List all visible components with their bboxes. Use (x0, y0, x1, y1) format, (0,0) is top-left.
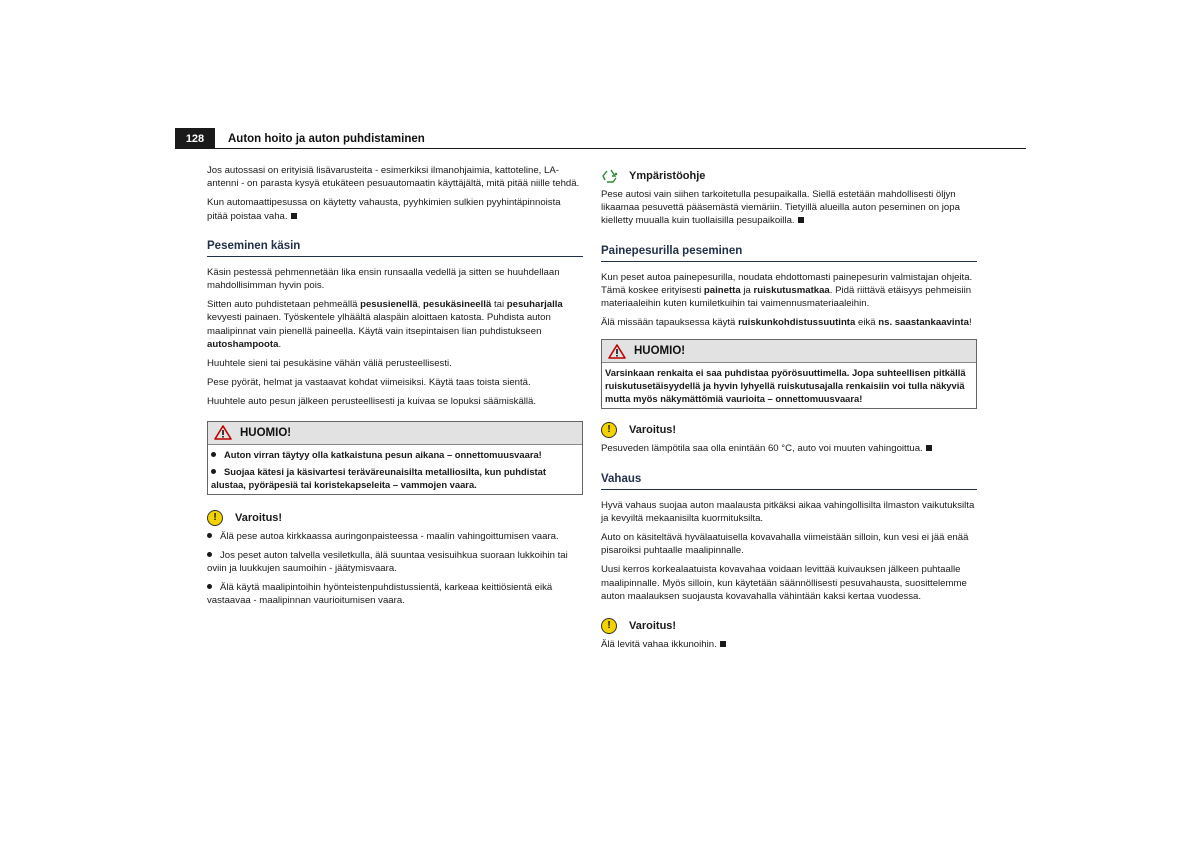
page-header (175, 128, 1026, 149)
right-column (601, 164, 977, 657)
end-mark-icon (926, 445, 932, 451)
section-title-hand-wash: Peseminen käsin (207, 239, 583, 257)
text-run: tai (491, 299, 507, 311)
warning-item-text: Auton virran täytyy olla katkaistuna pesun aikana – onnettomuusvaara! (224, 448, 542, 460)
text-run: Älä missään tapauksessa käytä (601, 317, 739, 329)
bold-term: ruiskutusmatkaa (753, 284, 830, 296)
text-run: , (417, 299, 424, 311)
text-run: Sitten auto puhdistetaan pehmeällä (207, 299, 361, 311)
hand-wash-paragraph-2 (207, 298, 583, 351)
text-run: eikä (855, 317, 879, 329)
warning-body (602, 363, 976, 408)
caution-text-body: Älä levitä vahaa ikkunoihin. (601, 639, 717, 651)
warning-title: HUOMIO! (634, 345, 686, 358)
page-number: 128 (175, 128, 215, 149)
warning-triangle-icon (214, 425, 232, 440)
intro-paragraph-1: Jos autossasi on erityisiä lisävarusteita - esimerkiksi ilmanohjaimia, kattoteline, LA-antenni - on parasta kysyä etukäteen pesuautomaatin käyttäjältä, mitä pitää niille tehdä. (207, 165, 580, 190)
bold-term: pesusienellä (360, 299, 418, 311)
warning-triangle-icon (608, 344, 626, 359)
text-run: kevyesti painaen. Työskentele ylhäältä alaspäin aloittaen katosta. Puhdista auton maalipinnat vain pienellä paineella. Käytä vain itsepintaisen lian puhdistukseen (207, 312, 551, 337)
bullet-icon (211, 469, 216, 474)
intro-paragraph-2 (207, 196, 583, 222)
caution-item (207, 530, 583, 543)
bold-term: ns. saastankaavinta (878, 317, 969, 329)
warning-body (208, 445, 582, 494)
warning-item (211, 465, 579, 491)
section-title-pressure-washer: Painepesurilla peseminen (601, 244, 977, 262)
warning-text: Varsinkaan renkaita ei saa puhdistaa pyörösuuttimella. Jopa suhteellisen pitkällä ruiskutusetäisyydellä ja hyvin lyhyellä ruiskutusajalla renkaisiin voi tulla näkyviä mutta myös näkymättömiä vaurioita – onnettomuusvaara! (605, 367, 966, 405)
pressure-paragraph-2 (601, 316, 977, 329)
caution-exclamation-icon: ! (601, 618, 617, 634)
text-run: . (278, 338, 282, 350)
caution-item-text: Älä käytä maalipintoihin hyönteistenpuhdistussientä, karkeaa keittiösientä eikä vastaavaa - maalipinnan vaurioitumisen vaara. (207, 582, 553, 607)
caution-title: Varoitus! (235, 511, 283, 524)
bullet-icon (207, 552, 212, 557)
bullet-icon (207, 533, 212, 538)
caution-item-text: Älä pese autoa kirkkaassa auringonpaisteessa - maalin vahingoittumisen vaara. (220, 530, 559, 542)
text-run: Kun peset autoa painepesurilla, noudata ehdottomasti painepesurin valmistajan ohjeita. Tämä koskee erityisesti (601, 271, 973, 296)
caution-header (601, 617, 977, 635)
bullet-icon (211, 452, 216, 457)
caution-item (207, 581, 583, 607)
bold-term: autoshampoota (207, 338, 279, 350)
caution-text (601, 442, 977, 455)
text-run: . Pidä riittävä etäisyys pehmeisiin materiaaleihin kuten kumiletkuihin tai vaimennusmateriaaleihin. (601, 284, 972, 310)
header-rule (175, 148, 1026, 149)
caution-header (207, 509, 583, 527)
caution-exclamation-icon: ! (207, 510, 223, 526)
chapter-title: Auton hoito ja auton puhdistaminen (228, 133, 425, 145)
environment-header (601, 168, 977, 184)
hand-wash-paragraph-4: Pese pyörät, helmat ja vastaavat kohdat viimeisiksi. Käytä taas toista sientä. (207, 377, 531, 389)
warning-header (602, 340, 976, 363)
hand-wash-paragraph-1: Käsin pestessä pehmennetään lika ensin runsaalla vedellä ja sitten se huuhdellaan mahdollisimman hyvin pois. (207, 266, 560, 292)
warning-title: HUOMIO! (240, 426, 292, 439)
bold-term: ruiskunkohdistussuutinta (738, 317, 856, 329)
caution-exclamation-icon: ! (601, 422, 617, 438)
text-run: ja (740, 284, 754, 296)
end-mark-icon (291, 213, 297, 219)
environment-title: Ympäristöohje (629, 170, 706, 182)
warning-header (208, 422, 582, 445)
recycle-environment-icon (601, 168, 621, 184)
wax-paragraph-3: Uusi kerros korkealaatuista kovavahaa voidaan levittää kuivauksen jälkeen puhtaalle maalipinnalle. Myös silloin, kun käytetään säännöllisesti pesuvahausta, suosittelemme auton maalauksen suojausta kovavahalla vähintään kaksi kertaa vuodessa. (601, 564, 967, 602)
caution-header (601, 421, 977, 439)
warning-item-text: Suojaa kätesi ja käsivartesi teräväreunaisilta metalliosilta, kun puhdistat alustaa, pyöräpesiä tai koristekapseleita – vammojen vaara. (211, 465, 547, 490)
section-title-waxing: Vahaus (601, 472, 977, 490)
bullet-icon (207, 584, 212, 589)
text-run: ! (968, 317, 972, 329)
warning-box (601, 339, 977, 409)
warning-box (207, 421, 583, 495)
hand-wash-paragraph-5: Huuhtele auto pesun jälkeen perusteellisesti ja kuivaa se lopuksi säämiskällä. (207, 396, 537, 408)
end-mark-icon (720, 641, 726, 647)
intro-paragraph-2-text: Kun automaattipesussa on käytetty vahausta, pyyhkimien sulkien pyyhintäpinnoista pitää poistaa vaha. (207, 197, 561, 222)
caution-title: Varoitus! (629, 620, 677, 633)
caution-item (207, 549, 583, 575)
pressure-paragraph-1 (601, 271, 977, 311)
bold-term: pesukäsineellä (423, 299, 492, 311)
left-column (207, 164, 583, 614)
wax-paragraph-1: Hyvä vahaus suojaa auton maalausta pitkäksi aikaa vahingollisilta ilmaston vaikutuksilta ja kevyiltä mekaanisilta kuormituksilta. (601, 499, 975, 524)
hand-wash-paragraph-3: Huuhtele sieni tai pesukäsine vähän väliä perusteellisesti. (207, 358, 452, 370)
caution-title: Varoitus! (629, 424, 677, 437)
environment-text-body: Pese autosi vain siihen tarkoitetulla pesupaikalla. Siellä estetään mahdollisesti öljyn likaamaa pesuvettä pääsemästä viemäriin. Tietyillä alueilla auton peseminen on jopa kielletty muualla kuin tuollaisilla pesupaikoilla. (601, 189, 960, 227)
warning-item (211, 448, 579, 461)
caution-text (601, 638, 977, 651)
caution-item-text: Jos peset auton talvella vesiletkulla, älä suuntaa vesisuihkua suoraan lukkoihin tai oviin ja luukkujen saumoihin - jäätymisvaara. (207, 549, 568, 575)
wax-paragraph-2: Auto on käsiteltävä hyvälaatuisella kovavahalla viimeistään silloin, kun vesi ei jää enää pisaroiksi puhtaalle maalipinnalle. (601, 532, 969, 557)
bold-term: pesuharjalla (506, 299, 563, 311)
environment-text (601, 188, 977, 228)
end-mark-icon (798, 217, 804, 223)
caution-text-body: Pesuveden lämpötila saa olla enintään 60 °C, auto voi muuten vahingoittua. (601, 443, 923, 455)
bold-term: painetta (703, 284, 741, 296)
